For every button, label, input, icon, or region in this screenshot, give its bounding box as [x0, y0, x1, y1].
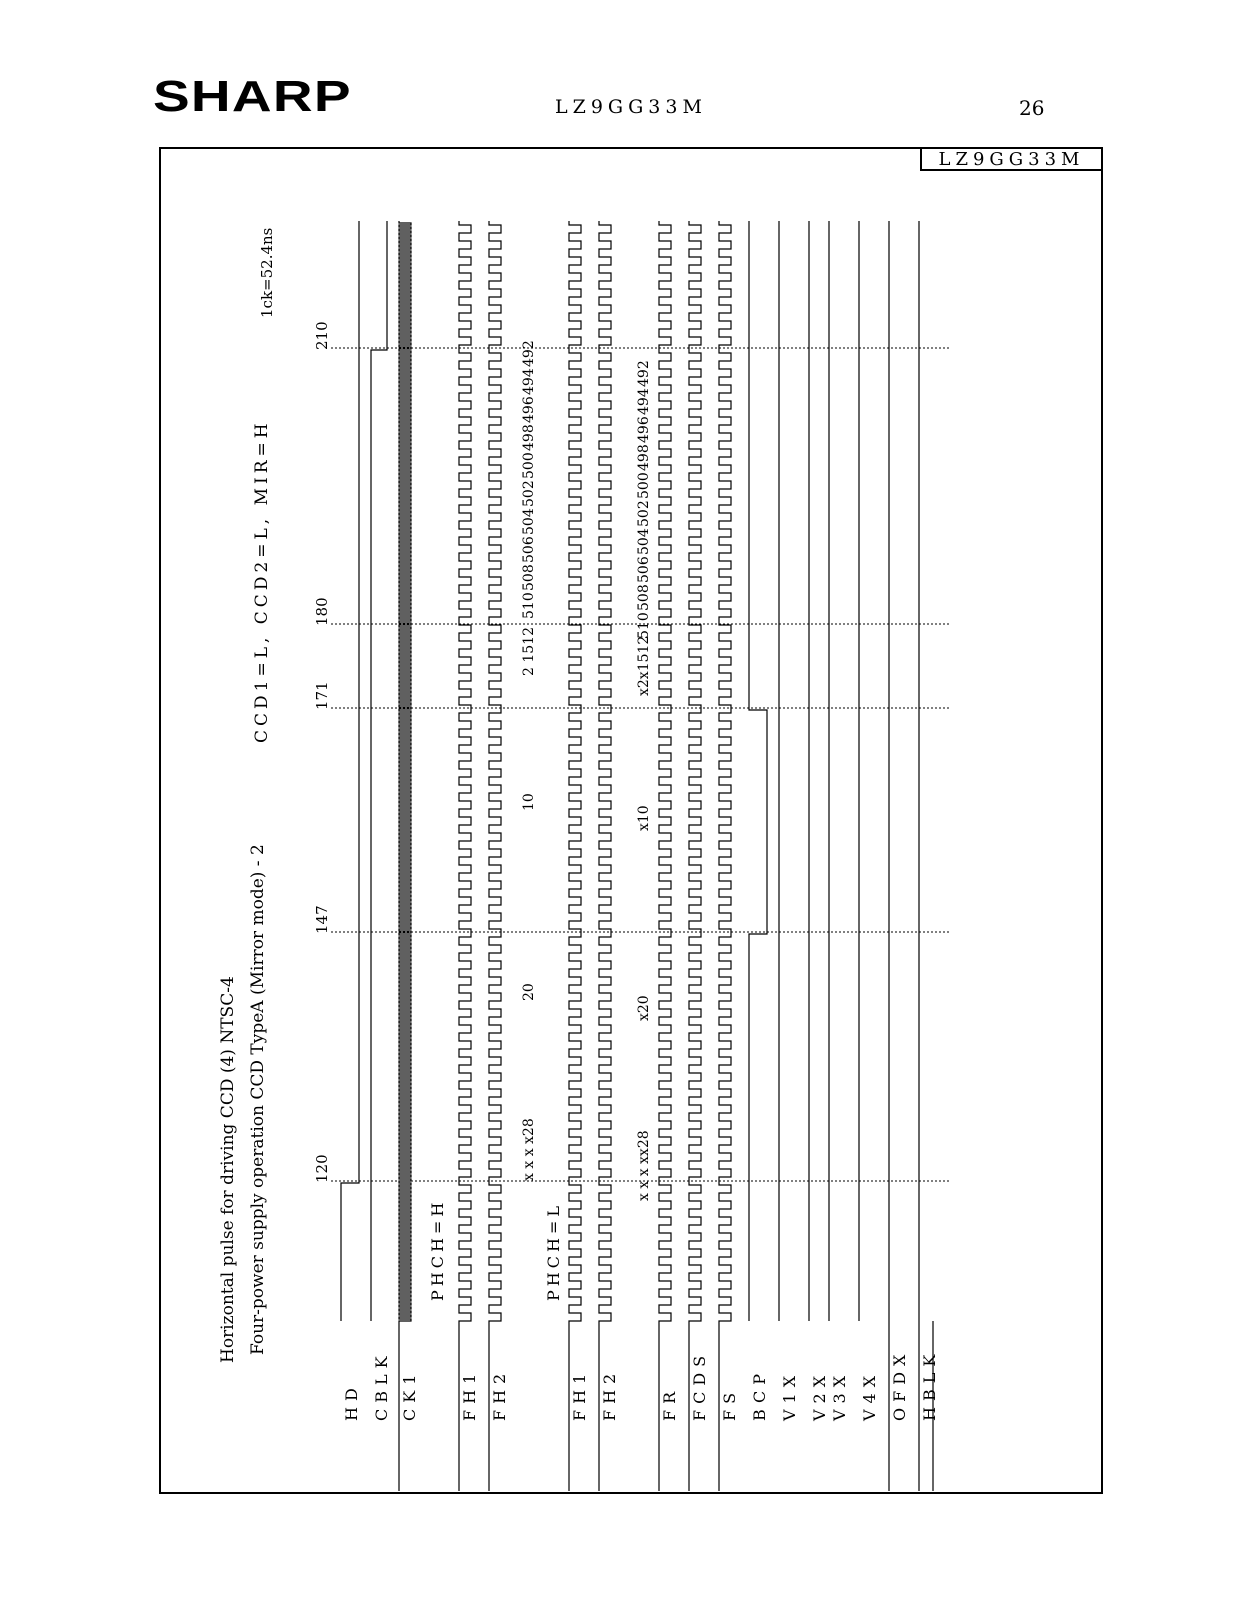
pixel-count-label: 496 [521, 396, 537, 423]
pixel-count-label: 510 [521, 592, 537, 619]
signal-row [889, 221, 905, 1491]
pixel-count-label: 502 [636, 500, 652, 527]
pixel-count-label: x2x1512 [636, 635, 652, 696]
page-number: 26 [1019, 96, 1045, 120]
signal-label: V2X [810, 1369, 829, 1421]
signal-labels [342, 1199, 939, 1422]
clock-marker-label: 171 [313, 681, 331, 710]
signal-label: FS [720, 1386, 739, 1421]
signal-label: FH2 [490, 1367, 509, 1421]
clock-marker-label: 120 [313, 1154, 331, 1183]
clock-marker-label: 210 [313, 321, 331, 350]
signal-trace [341, 221, 359, 1321]
signal-row [749, 221, 767, 1321]
title-block [218, 228, 276, 1363]
pixel-count-label: 508 [521, 564, 537, 591]
signal-trace [889, 221, 905, 1491]
pixel-count-label: 508 [636, 584, 652, 611]
clock-marker-label: 147 [313, 905, 331, 934]
signal-trace [719, 221, 731, 1491]
frame-model-tag: LZ9GG33M [920, 147, 1103, 171]
pixel-count-label: 496 [636, 416, 652, 443]
signal-label: FCDS [690, 1349, 709, 1421]
pixel-count-label: 498 [636, 444, 652, 471]
signal-label: FH2 [600, 1367, 619, 1421]
signal-label: CK1 [400, 1368, 419, 1421]
pixel-count-label: 504 [636, 528, 652, 555]
pixel-counts [521, 340, 652, 1201]
clock-marker-label: 180 [313, 597, 331, 626]
signal-trace [489, 221, 501, 1491]
signal-trace [659, 221, 671, 1491]
pixel-count-label: 20 [521, 983, 537, 1001]
pixel-count-label: 510 [636, 612, 652, 639]
signal-label: OFDX [890, 1348, 909, 1421]
signal-label: FR [660, 1385, 679, 1421]
pixel-count-label: 500 [636, 472, 652, 499]
signal-row [399, 221, 411, 1491]
signal-label: V3X [830, 1369, 849, 1421]
pixel-count-label: 504 [521, 508, 537, 535]
title-conditions: CCD1=L, CCD2=L, MIR=H [252, 419, 272, 743]
pixel-count-label: 492 [521, 340, 537, 367]
signal-trace [399, 221, 411, 1491]
clock-marker-label [313, 1490, 331, 1491]
signal-label: V4X [860, 1369, 879, 1421]
signal-label: CBLK [372, 1350, 391, 1421]
pixel-count-label: x x x x28 [521, 1118, 537, 1181]
pixel-count-label: 10 [521, 793, 537, 811]
signal-row [569, 221, 581, 1491]
pixel-count-label: 494 [636, 388, 652, 415]
timing-diagram [161, 171, 1091, 1491]
title-line1: Horizontal pulse for driving CCD (4) NTSC-4 [218, 976, 238, 1363]
signal-row [689, 221, 701, 1491]
title-line2: Four-power supply operation CCD TypeA (Mirror mode) - 2 [248, 844, 268, 1355]
title-clock: 1ck=52.4ns [258, 227, 276, 318]
signal-label: HBLK [920, 1348, 939, 1421]
signal-trace [599, 221, 611, 1491]
signal-row [341, 221, 359, 1321]
signal-trace [689, 221, 701, 1491]
header-model-number: LZ9GG33M [555, 96, 707, 118]
sharp-logo: SHARP [153, 72, 352, 121]
group-label-phch-h: PHCH=H [428, 1198, 447, 1301]
signal-row [719, 221, 731, 1491]
signal-row [371, 221, 387, 1321]
signal-row [919, 221, 933, 1491]
pixel-count-label: x x x xx28 [636, 1130, 652, 1201]
signal-label: FH1 [460, 1367, 479, 1421]
signal-row [489, 221, 501, 1491]
pixel-count-label: 506 [636, 556, 652, 583]
group-label-phch-l: PHCH=L [544, 1202, 563, 1301]
signal-trace [749, 221, 767, 1321]
signal-label: V1X [780, 1369, 799, 1421]
pixel-count-label: 492 [636, 360, 652, 387]
signal-label: HD [342, 1382, 361, 1421]
pixel-count-label: 500 [521, 452, 537, 479]
pixel-count-label: x20 [636, 995, 652, 1021]
signal-trace [919, 221, 933, 1491]
signal-label: FH1 [570, 1367, 589, 1421]
pixel-count-label: 494 [521, 368, 537, 395]
pixel-count-label: 506 [521, 536, 537, 563]
signal-row [459, 221, 471, 1491]
signal-row [599, 221, 611, 1491]
signal-row [659, 221, 671, 1491]
pixel-count-label: 498 [521, 424, 537, 451]
signal-trace [459, 221, 471, 1491]
signal-trace [569, 221, 581, 1491]
signal-label: BCP [750, 1367, 769, 1421]
pixel-count-label: 2 1512 [521, 627, 537, 676]
signal-trace [371, 221, 387, 1321]
pixel-count-label: x10 [636, 805, 652, 831]
pixel-count-label: 502 [521, 480, 537, 507]
